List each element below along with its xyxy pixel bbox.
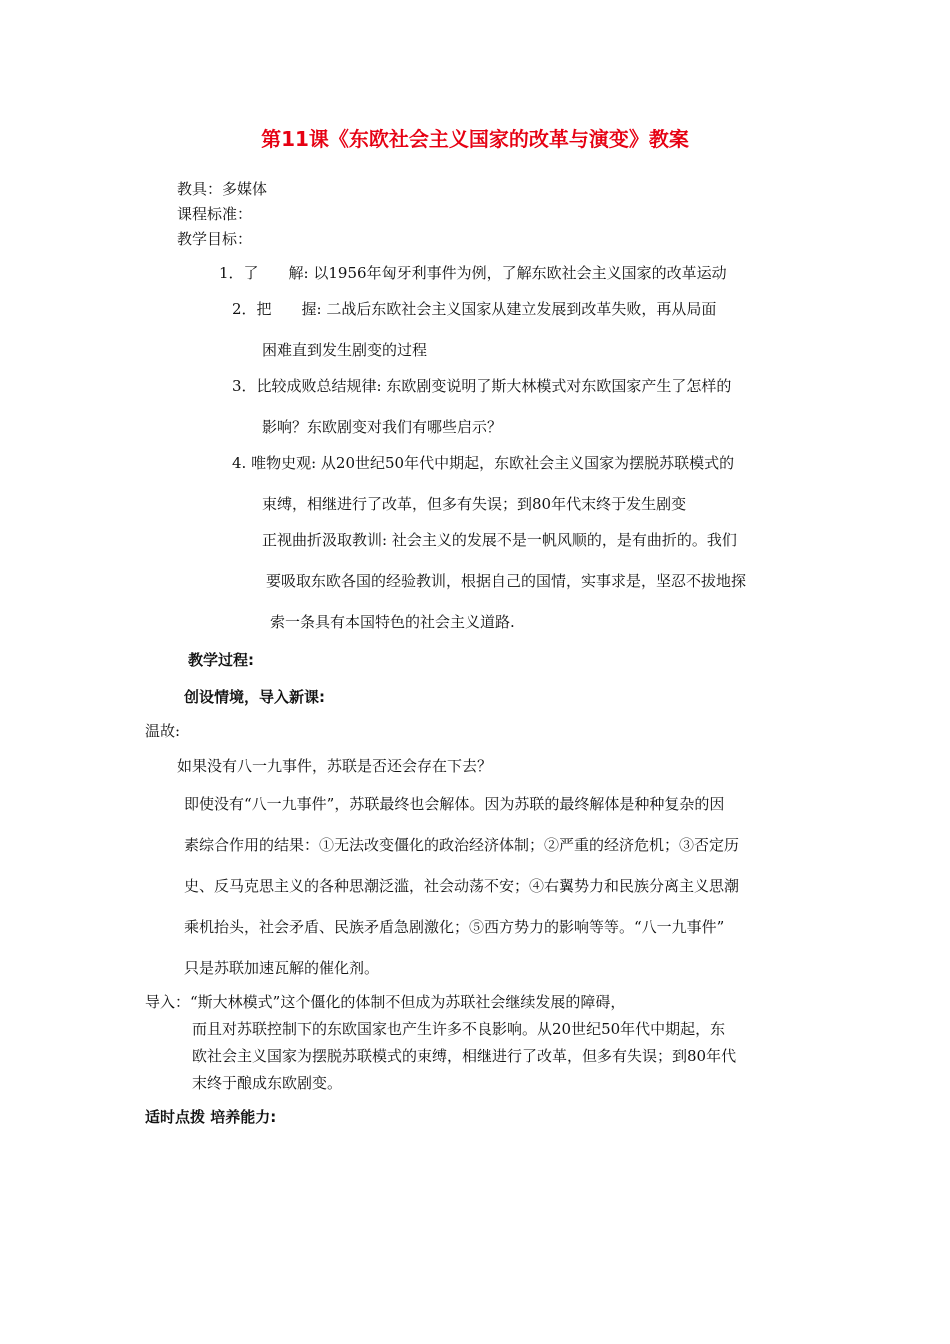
goal-5-cont-1: 要吸取东欧各国的经验教训，根据自己的国情，实事求是，坚忍不拔地探 — [266, 572, 747, 590]
goal-1-text: 以1956年匈牙利事件为例，了解东欧社会主义国家的改革运动 — [313, 264, 727, 282]
course-standard-line: 课程标准： — [177, 205, 253, 223]
page-title: 第11课《东欧社会主义国家的改革与演变》教案 — [261, 127, 689, 151]
review-question: 如果没有八一九事件，苏联是否还会存在下去？ — [177, 757, 493, 775]
answer-line-1: 即使没有“八一九事件”，苏联最终也会解体。因为苏联的最终解体是种种复杂的因 — [184, 795, 725, 813]
answer-line-3: 史、反马克思主义的各种思潮泛滥，社会动荡不安；④右翼势力和民族分离主义思潮 — [184, 877, 740, 895]
teaching-process-heading: 教学过程: — [188, 651, 254, 669]
lead-in-line-2: 而且对苏联控制下的东欧国家也产生许多不良影响。从20世纪50年代中期起，东 — [192, 1020, 726, 1038]
teaching-goals-label: 教学目标： — [177, 230, 253, 248]
goal-3: 3．比较成败总结规律: 东欧剧变说明了斯大林模式对东欧国家产生了怎样的 — [232, 377, 732, 395]
intro-heading: 创设情境，导入新课: — [184, 688, 325, 706]
goal-4-cont: 束缚，相继进行了改革，但多有失误；到80年代末终于发生剧变 — [262, 495, 687, 513]
goal-3-cont: 影响？东欧剧变对我们有哪些启示？ — [262, 418, 503, 436]
answer-line-4: 乘机抬头，社会矛盾、民族矛盾急剧激化；⑤西方势力的影响等等。“八一九事件” — [184, 918, 725, 936]
lead-in — [145, 993, 625, 1011]
goal-1 — [219, 264, 727, 282]
guide-heading: 适时点拨 培养能力: — [145, 1108, 277, 1126]
answer-line-2: 素综合作用的结果：①无法改变僵化的政治经济体制；②严重的经济危机；③否定历 — [184, 836, 740, 854]
goal-2 — [232, 300, 716, 318]
review-label: 温故: — [145, 722, 181, 740]
goal-1-label: 1．了 解: — [219, 264, 309, 282]
goal-2-label: 2．把 握: — [232, 300, 322, 318]
goal-5: 正视曲折汲取教训: 社会主义的发展不是一帆风顺的，是有曲折的。我们 — [262, 531, 737, 549]
lead-in-line-3: 欧社会主义国家为摆脱苏联模式的束缚，相继进行了改革，但多有失误；到80年代 — [192, 1047, 737, 1065]
answer-line-5: 只是苏联加速瓦解的催化剂。 — [184, 959, 380, 977]
lead-in-label: 导入： — [145, 993, 191, 1011]
goal-4: 4. 唯物史观: 从20世纪50年代中期起，东欧社会主义国家为摆脱苏联模式的 — [232, 454, 735, 472]
goal-5-cont-2: 索一条具有本国特色的社会主义道路. — [270, 613, 515, 631]
tools-line: 教具：多媒体 — [177, 180, 268, 198]
goal-2-text: 二战后东欧社会主义国家从建立发展到改革失败，再从局面 — [326, 300, 717, 318]
lead-in-line-1: “斯大林模式”这个僵化的体制不但成为苏联社会继续发展的障碍， — [190, 993, 626, 1011]
goal-2-cont: 困难直到发生剧变的过程 — [262, 341, 428, 359]
lead-in-line-4: 末终于酿成东欧剧变。 — [192, 1074, 343, 1092]
